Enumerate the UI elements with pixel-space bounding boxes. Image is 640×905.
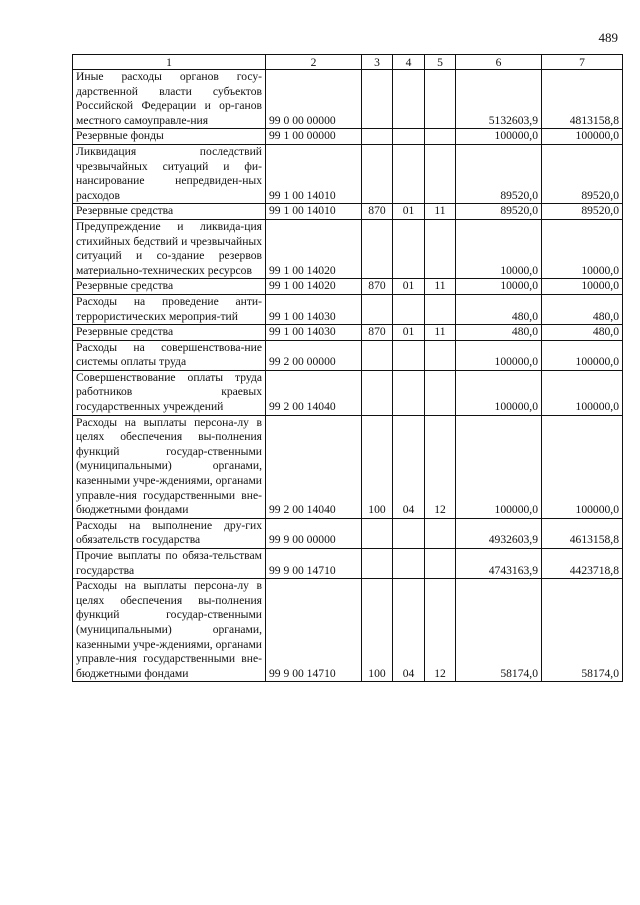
target-code-cell: 99 1 00 14010 <box>266 144 362 203</box>
subsection-cell <box>425 70 456 129</box>
table-row <box>73 279 623 295</box>
amount-year-2-cell: 100000,0 <box>542 340 623 370</box>
expense-type-cell <box>362 340 393 370</box>
target-code-cell: 99 0 00 00000 <box>266 70 362 129</box>
row-name-cell: Расходы на совершенствова-ние системы оплаты труда <box>73 340 266 370</box>
row-name-cell: Иные расходы органов госу-дарственной власти субъектов Российской Федерации и ор-ганов местного самоуправле-ния <box>73 70 266 129</box>
section-cell <box>393 370 425 415</box>
section-cell <box>393 129 425 145</box>
expense-type-cell: 100 <box>362 415 393 518</box>
section-cell <box>393 518 425 548</box>
subsection-cell <box>425 518 456 548</box>
amount-year-2-cell: 100000,0 <box>542 415 623 518</box>
section-cell: 01 <box>393 279 425 295</box>
section-cell: 01 <box>393 325 425 341</box>
amount-year-1-cell: 4932603,9 <box>456 518 542 548</box>
amount-year-2-cell: 10000,0 <box>542 279 623 295</box>
row-name-cell: Резервные фонды <box>73 129 266 145</box>
table-row <box>73 219 623 278</box>
table-row <box>73 294 623 324</box>
target-code-cell: 99 9 00 00000 <box>266 518 362 548</box>
subsection-cell <box>425 549 456 579</box>
expense-type-cell: 100 <box>362 579 393 682</box>
section-cell <box>393 294 425 324</box>
table-row <box>73 204 623 220</box>
amount-year-1-cell: 89520,0 <box>456 144 542 203</box>
amount-year-2-cell: 89520,0 <box>542 144 623 203</box>
target-code-cell: 99 1 00 14020 <box>266 279 362 295</box>
row-name-cell: Резервные средства <box>73 279 266 295</box>
amount-year-1-cell: 5132603,9 <box>456 70 542 129</box>
table-row <box>73 70 623 129</box>
amount-year-1-cell: 480,0 <box>456 325 542 341</box>
expense-type-cell: 870 <box>362 325 393 341</box>
subsection-cell <box>425 340 456 370</box>
amount-year-2-cell: 89520,0 <box>542 204 623 220</box>
target-code-cell: 99 9 00 14710 <box>266 549 362 579</box>
table-row <box>73 549 623 579</box>
target-code-cell: 99 1 00 14030 <box>266 294 362 324</box>
subsection-cell <box>425 294 456 324</box>
target-code-cell: 99 1 00 14030 <box>266 325 362 341</box>
expense-type-cell: 870 <box>362 279 393 295</box>
column-number-5: 5 <box>425 55 456 70</box>
table-row <box>73 340 623 370</box>
amount-year-2-cell: 480,0 <box>542 294 623 324</box>
column-number-1: 1 <box>73 55 266 70</box>
subsection-cell <box>425 370 456 415</box>
subsection-cell: 12 <box>425 415 456 518</box>
row-name-cell: Предупреждение и ликвида-ция стихийных бедствий и чрезвычайных ситуаций и со-здание резервов материально-технических ресурсов <box>73 219 266 278</box>
section-cell <box>393 70 425 129</box>
amount-year-2-cell: 100000,0 <box>542 370 623 415</box>
table-row <box>73 129 623 145</box>
row-name-cell: Расходы на выполнение дру-гих обязательств государства <box>73 518 266 548</box>
amount-year-2-cell: 58174,0 <box>542 579 623 682</box>
amount-year-1-cell: 58174,0 <box>456 579 542 682</box>
row-name-cell: Расходы на выплаты персона-лу в целях обеспечения вы-полнения функций государ-ственными (муниципальными) органами, казенными учре-ждениями, органами управле-ния государственными вне-бюджетными фондами <box>73 415 266 518</box>
amount-year-1-cell: 100000,0 <box>456 415 542 518</box>
row-name-cell: Резервные средства <box>73 325 266 341</box>
expense-type-cell <box>362 144 393 203</box>
target-code-cell: 99 2 00 14040 <box>266 370 362 415</box>
amount-year-1-cell: 10000,0 <box>456 279 542 295</box>
amount-year-2-cell: 10000,0 <box>542 219 623 278</box>
amount-year-2-cell: 480,0 <box>542 325 623 341</box>
row-name-cell: Прочие выплаты по обяза-тельствам государства <box>73 549 266 579</box>
column-number-2: 2 <box>266 55 362 70</box>
target-code-cell: 99 1 00 14020 <box>266 219 362 278</box>
subsection-cell: 11 <box>425 279 456 295</box>
column-number-7: 7 <box>542 55 623 70</box>
amount-year-1-cell: 10000,0 <box>456 219 542 278</box>
amount-year-2-cell: 4613158,8 <box>542 518 623 548</box>
column-number-6: 6 <box>456 55 542 70</box>
budget-table <box>72 54 623 682</box>
amount-year-1-cell: 100000,0 <box>456 340 542 370</box>
table-row <box>73 415 623 518</box>
table-row <box>73 325 623 341</box>
target-code-cell: 99 2 00 00000 <box>266 340 362 370</box>
table-body <box>73 70 623 682</box>
section-cell <box>393 340 425 370</box>
table-row <box>73 518 623 548</box>
amount-year-2-cell: 4813158,8 <box>542 70 623 129</box>
amount-year-1-cell: 89520,0 <box>456 204 542 220</box>
expense-type-cell <box>362 518 393 548</box>
amount-year-1-cell: 100000,0 <box>456 370 542 415</box>
target-code-cell: 99 1 00 00000 <box>266 129 362 145</box>
expense-type-cell <box>362 219 393 278</box>
subsection-cell <box>425 129 456 145</box>
expense-type-cell <box>362 549 393 579</box>
table-row <box>73 144 623 203</box>
table-row <box>73 370 623 415</box>
table-row <box>73 579 623 682</box>
target-code-cell: 99 9 00 14710 <box>266 579 362 682</box>
amount-year-1-cell: 480,0 <box>456 294 542 324</box>
row-name-cell: Ликвидация последствий чрезвычайных ситуаций и фи-нансирование непредвиден-ных расходов <box>73 144 266 203</box>
column-number-row <box>73 55 623 70</box>
column-number-3: 3 <box>362 55 393 70</box>
subsection-cell: 11 <box>425 204 456 220</box>
target-code-cell: 99 2 00 14040 <box>266 415 362 518</box>
section-cell: 04 <box>393 415 425 518</box>
page-number: 489 <box>598 30 618 45</box>
subsection-cell <box>425 144 456 203</box>
expense-type-cell: 870 <box>362 204 393 220</box>
subsection-cell: 11 <box>425 325 456 341</box>
amount-year-2-cell: 4423718,8 <box>542 549 623 579</box>
row-name-cell: Совершенствование оплаты труда работников краевых государственных учреждений <box>73 370 266 415</box>
section-cell: 04 <box>393 579 425 682</box>
section-cell: 01 <box>393 204 425 220</box>
section-cell <box>393 144 425 203</box>
row-name-cell: Резервные средства <box>73 204 266 220</box>
expense-type-cell <box>362 294 393 324</box>
column-number-4: 4 <box>393 55 425 70</box>
subsection-cell: 12 <box>425 579 456 682</box>
amount-year-1-cell: 100000,0 <box>456 129 542 145</box>
row-name-cell: Расходы на проведение анти-террористических мероприя-тий <box>73 294 266 324</box>
expense-type-cell <box>362 70 393 129</box>
expense-type-cell <box>362 370 393 415</box>
section-cell <box>393 219 425 278</box>
amount-year-1-cell: 4743163,9 <box>456 549 542 579</box>
subsection-cell <box>425 219 456 278</box>
target-code-cell: 99 1 00 14010 <box>266 204 362 220</box>
row-name-cell: Расходы на выплаты персона-лу в целях обеспечения вы-полнения функций государ-ственными (муниципальными) органами, казенными учре-ждениями, органами управле-ния государственными вне-бюджетными фондами <box>73 579 266 682</box>
amount-year-2-cell: 100000,0 <box>542 129 623 145</box>
section-cell <box>393 549 425 579</box>
expense-type-cell <box>362 129 393 145</box>
